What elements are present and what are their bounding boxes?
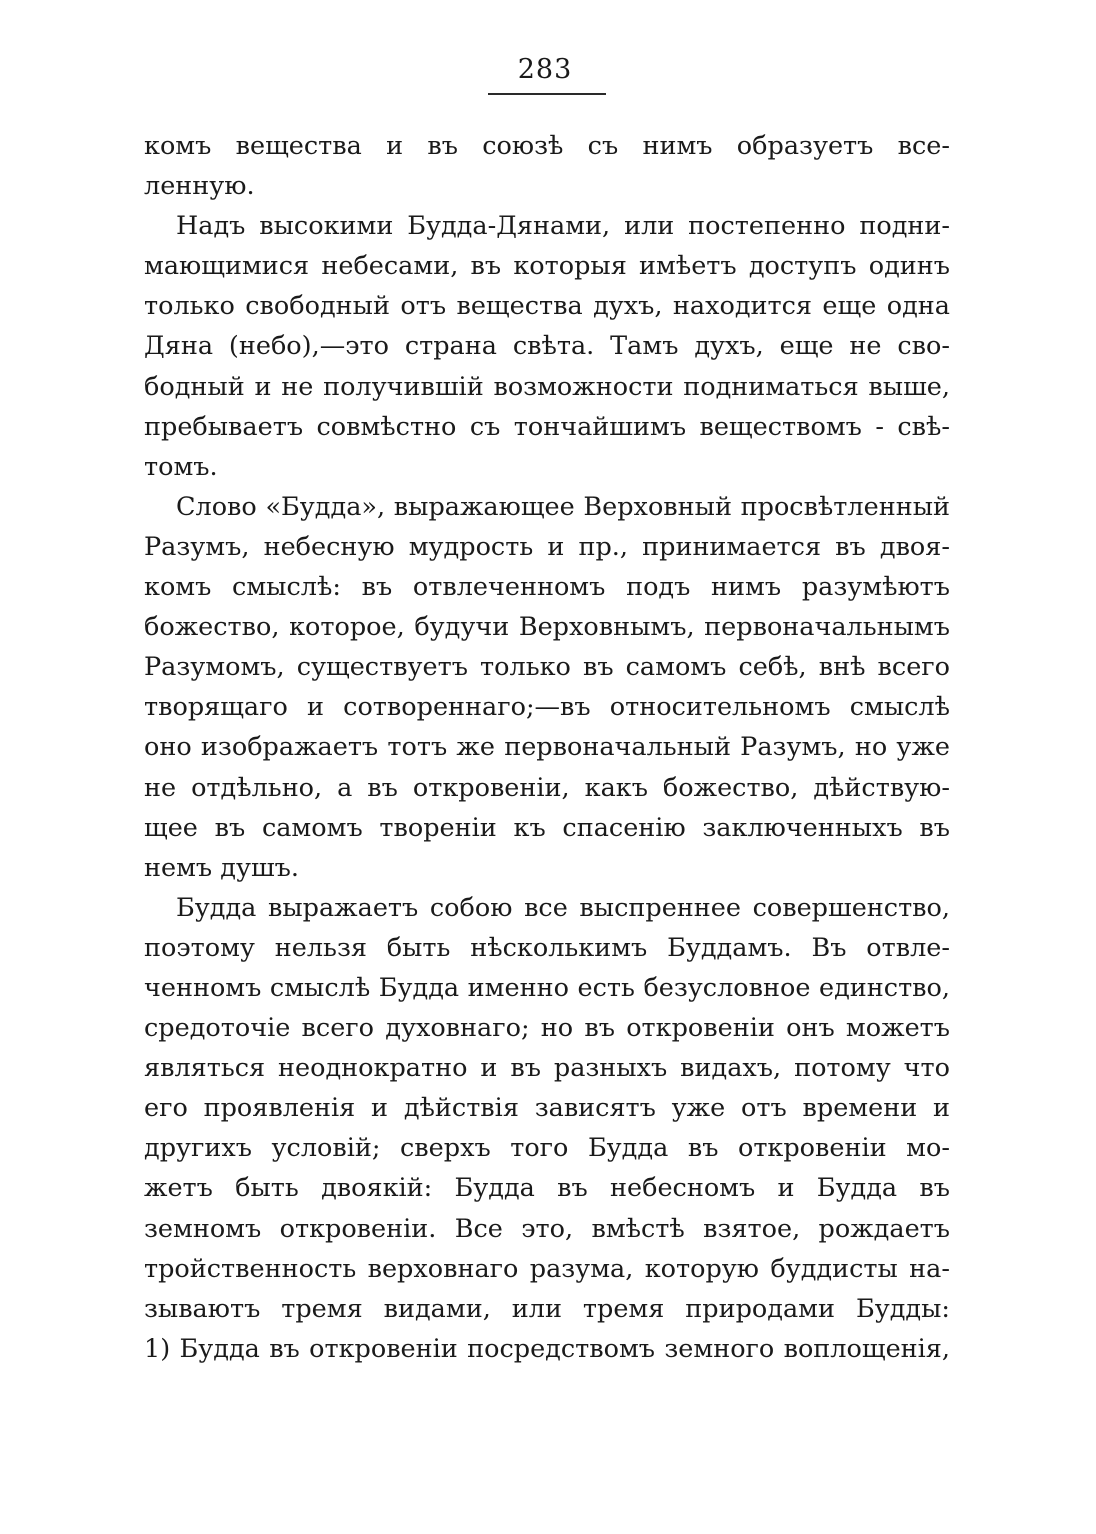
body-text <box>144 126 950 1369</box>
text-line: его проявленія и дѣйствія зависятъ уже отъ времени и <box>144 1093 950 1124</box>
text-line: ленную. <box>144 171 255 202</box>
paragraph <box>144 206 950 487</box>
text-line: Надъ высокими Будда-Дянами, или постепенно подни- <box>176 211 950 242</box>
text-line: 1) Будда въ откровеніи посредствомъ земного воплощенія, <box>144 1333 950 1364</box>
page-number: 283 <box>517 54 573 85</box>
text-line: другихъ условій; сверхъ того Будда въ откровеніи мо- <box>144 1133 950 1164</box>
text-line: являться неоднократно и въ разныхъ видахъ, потому что <box>144 1053 950 1084</box>
text-line: средоточіе всего духовнаго; но въ откровеніи онъ можетъ <box>144 1013 950 1044</box>
text-line: творящаго и сотвореннаго;—въ относительномъ смыслѣ <box>144 692 950 723</box>
page-number-rule <box>488 93 606 95</box>
text-line: Дяна (небо),—это страна свѣта. Тамъ духъ, еще не сво- <box>144 331 950 362</box>
text-line: только свободный отъ вещества духъ, находится еще одна <box>144 291 950 322</box>
text-line: томъ. <box>144 451 218 482</box>
text-line: комъ вещества и въ союзѣ съ нимъ образуетъ все- <box>144 131 950 161</box>
text-line: божество, которое, будучи Верховнымъ, первоначальнымъ <box>144 612 950 643</box>
text-line: жетъ быть двоякій: Будда въ небесномъ и Будда въ <box>144 1173 950 1204</box>
text-line: Будда выражаетъ собою все выспреннее совершенство, <box>176 892 950 923</box>
text-line: бодный и не получившій возможности подниматься выше, <box>144 371 950 402</box>
paragraph <box>144 888 950 1369</box>
paragraph <box>144 487 950 888</box>
text-line: земномъ откровеніи. Все это, вмѣстѣ взятое, рождаетъ <box>144 1213 950 1244</box>
text-line: Разумъ, небесную мудрость и пр., принимается въ двоя- <box>144 531 950 562</box>
text-line: немъ душъ. <box>144 852 299 883</box>
text-line: мающимися небесами, въ которыя имѣетъ доступъ одинъ <box>144 251 950 282</box>
text-line: оно изображаетъ тотъ же первоначальный Разумъ, но уже <box>144 732 950 763</box>
text-line: Разумомъ, существуетъ только въ самомъ себѣ, внѣ всего <box>144 652 950 683</box>
text-line: зываютъ тремя видами, или тремя природами Будды: <box>144 1293 950 1324</box>
paragraph <box>144 126 950 206</box>
text-line: пребываетъ совмѣстно съ тончайшимъ веществомъ - свѣ- <box>144 411 950 442</box>
text-line: ченномъ смыслѣ Будда именно есть безусловное единство, <box>144 972 950 1003</box>
text-line: не отдѣльно, а въ откровеніи, какъ божество, дѣйствую- <box>144 772 950 803</box>
text-line: Слово «Будда», выражающее Верховный просвѣтленный <box>176 491 950 522</box>
text-line: поэтому нельзя быть нѣсколькимъ Буддамъ. Въ отвле- <box>144 932 950 963</box>
text-line: щее въ самомъ твореніи къ спасенію заключенныхъ въ <box>144 812 950 843</box>
text-line: комъ смыслѣ: въ отвлеченномъ подъ нимъ разумѣютъ <box>144 572 950 603</box>
text-line: тройственность верховнаго разума, которую буддисты на- <box>144 1253 950 1284</box>
